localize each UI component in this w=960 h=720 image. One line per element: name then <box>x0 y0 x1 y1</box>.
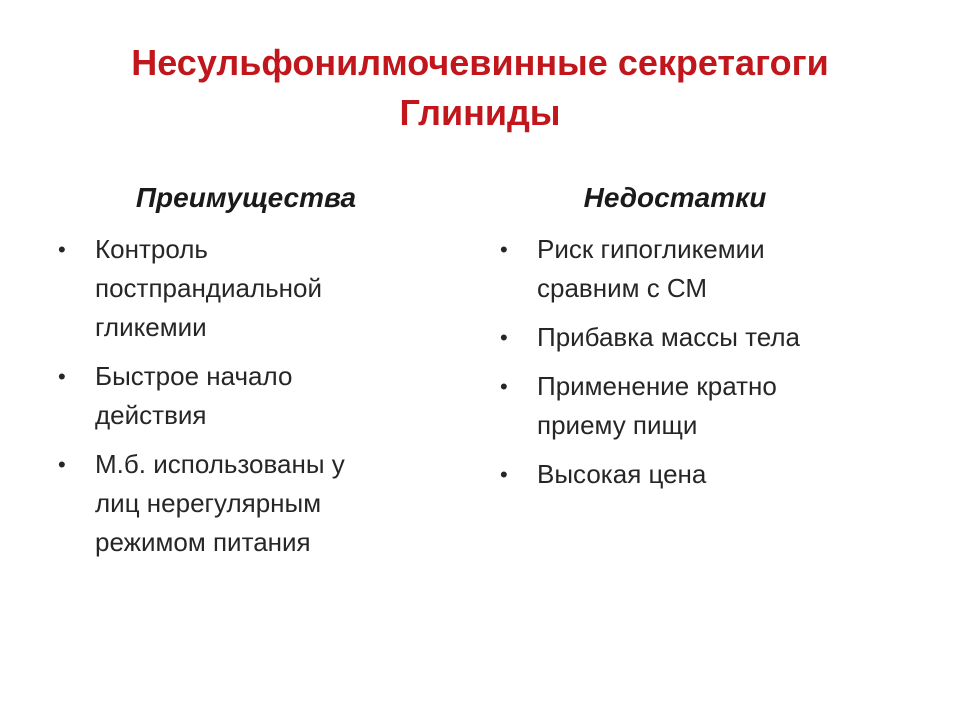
item-line: сравним с СМ <box>537 273 708 303</box>
list-item <box>500 318 900 357</box>
item-line: Применение кратно <box>537 371 777 401</box>
item-line: приему пищи <box>537 410 698 440</box>
title-line-2: Глиниды <box>399 92 561 133</box>
bullet-icon: • <box>58 364 66 389</box>
bullet-icon: • <box>500 325 508 350</box>
list-item <box>500 230 900 308</box>
item-line: режимом питания <box>95 527 311 557</box>
item-line: Быстрое начало <box>95 361 293 391</box>
item-line: М.б. использованы у <box>95 449 345 479</box>
item-line: постпрандиальной <box>95 273 323 303</box>
bullet-icon: • <box>500 237 508 262</box>
list-item <box>500 367 900 445</box>
item-line: лиц нерегулярным <box>95 488 322 518</box>
bullet-icon: • <box>58 452 66 477</box>
list-item <box>58 357 428 435</box>
bullet-icon: • <box>500 374 508 399</box>
item-line: Риск гипогликемии <box>537 234 765 264</box>
list-item <box>58 230 428 347</box>
advantages-list <box>58 230 428 572</box>
disadvantages-list <box>500 230 900 504</box>
bullet-icon: • <box>500 462 508 487</box>
disadvantages-heading: Недостатки <box>583 182 767 213</box>
item-line: Прибавка массы тела <box>537 322 800 352</box>
title-line-1: Несульфонилмочевинные секретагоги <box>131 42 829 83</box>
item-line: Контроль <box>95 234 208 264</box>
list-item <box>500 455 900 494</box>
item-line: действия <box>95 400 207 430</box>
advantages-heading: Преимущества <box>135 182 357 213</box>
list-item <box>58 445 428 562</box>
item-line: гликемии <box>95 312 207 342</box>
item-line: Высокая цена <box>537 459 707 489</box>
slide-title <box>0 38 960 138</box>
bullet-icon: • <box>58 237 66 262</box>
